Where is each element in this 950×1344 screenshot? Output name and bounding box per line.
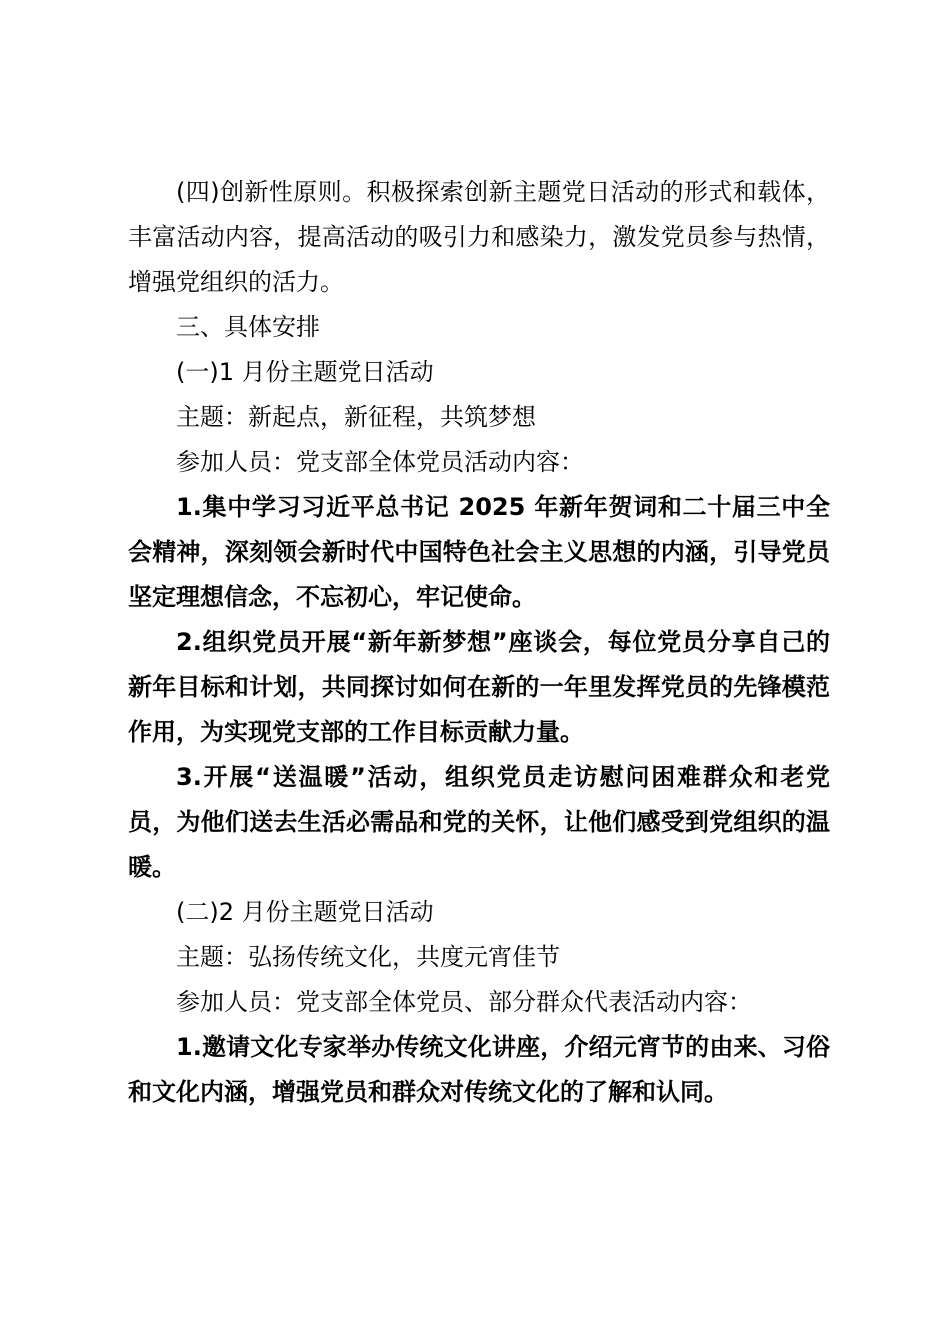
january-item-2: 2.组织党员开展“新年新梦想”座谈会，每位党员分享自己的新年目标和计划，共同探讨如何在新的一年里发挥党员的先锋模范作用，为实现党支部的工作目标贡献力量。 [128,628,830,746]
february-theme: 主题：弘扬传统文化，共度元宵佳节 [176,943,560,971]
january-theme: 主题：新起点，新征程，共筑梦想 [176,403,536,431]
february-participants: 参加人员：党支部全体党员、部分群众代表活动内容： [176,988,752,1016]
january-item-3: 3.开展“送温暖”活动，组织党员走访慰问困难群众和老党员，为他们送去生活必需品和党的关怀，让他们感受到党组织的温暖。 [128,763,830,881]
document-body [128,170,830,1115]
paragraph-innovation-principle: (四)创新性原则。积极探索创新主题党日活动的形式和载体，丰富活动内容，提高活动的吸引力和感染力，激发党员参与热情，增强党组织的活力。 [128,178,830,296]
section-heading-specific-arrangements: 三、具体安排 [176,313,320,341]
subheading-january-activity: (一)1 月份主题党日活动 [176,358,434,386]
january-item-1: 1.集中学习习近平总书记 2025 年新年贺词和二十届三中全会精神，深刻领会新时代中国特色社会主义思想的内涵，引导党员坚定理想信念，不忘初心，牢记使命。 [128,493,830,611]
february-item-1: 1.邀请文化专家举办传统文化讲座，介绍元宵节的由来、习俗和文化内涵，增强党员和群众对传统文化的了解和认同。 [128,1033,830,1106]
subheading-february-activity: (二)2 月份主题党日活动 [176,898,434,926]
january-participants: 参加人员：党支部全体党员活动内容： [176,448,584,476]
